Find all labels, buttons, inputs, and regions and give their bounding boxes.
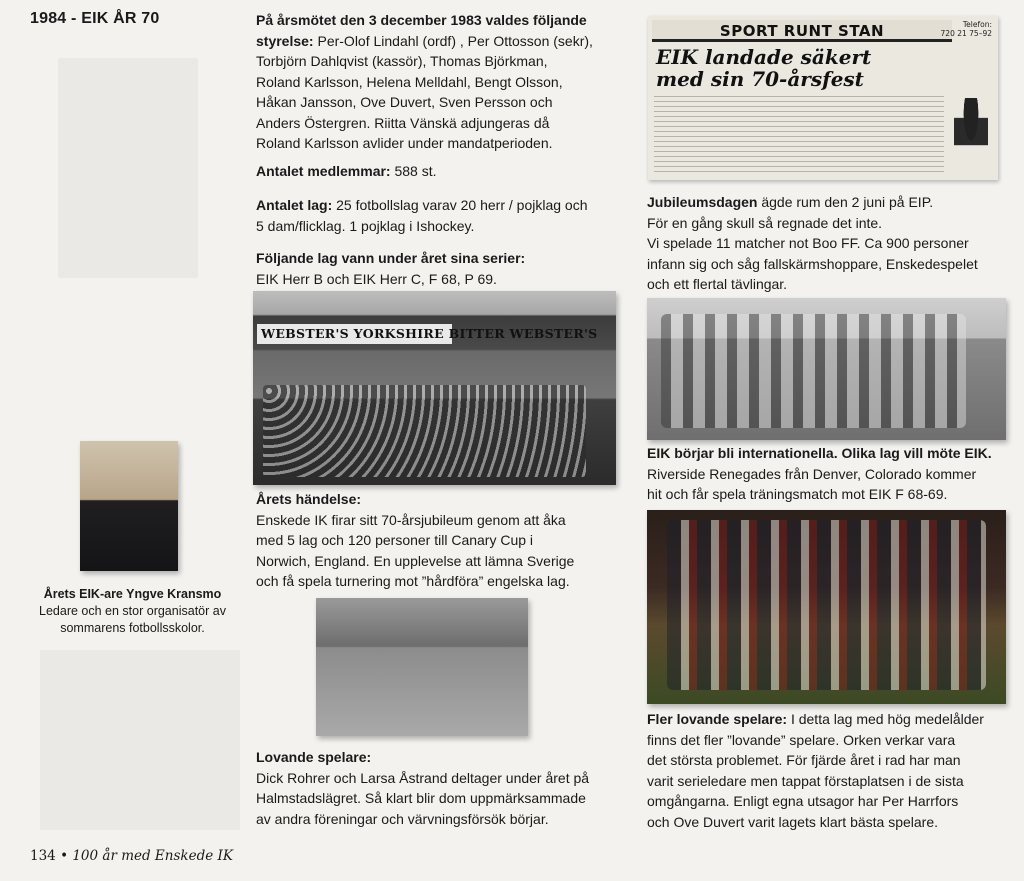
jubilee-line-rest: ägde rum den 2 juni på EIP. — [757, 194, 934, 210]
teams-section — [256, 195, 626, 236]
show-through-left — [58, 58, 198, 278]
event-line: med 5 lag och 120 personer till Canary Cup i — [256, 532, 534, 548]
international-heading: EIK börjar bli internationella. Olika lag vill möte EIK. — [647, 445, 992, 461]
clipping-headline-line: EIK landade säkert — [656, 45, 872, 69]
person-of-year-photo — [80, 441, 178, 571]
series-heading: Följande lag vann under året sina serier: — [256, 250, 526, 266]
more-players-line: finns det fler ”lovande” spelare. Orken verkar vara — [647, 731, 956, 748]
year-title: 1984 - EIK ÅR 70 — [30, 10, 160, 27]
clipping-header: SPORT RUNT STAN — [652, 20, 952, 42]
promising-line: Halmstadslägret. Så klart blir dom uppmärksammade — [256, 790, 586, 806]
stadium-banner: WEBSTER'S YORKSHIRE BITTER WEBSTER'S — [257, 324, 452, 344]
parachutist-figure — [954, 98, 988, 176]
board-line: Anders Östergren. Riitta Vänskä adjungeras då — [256, 114, 550, 131]
event-heading: Årets händelse: — [256, 491, 362, 507]
clipping-phone-line: 720 21 75–92 — [940, 29, 992, 38]
board-line: Roland Karlsson avlider under mandatperioden. — [256, 135, 553, 151]
international-section — [647, 443, 1022, 505]
stadium-team-photo — [253, 291, 616, 485]
jubilee-section — [647, 192, 1017, 295]
team-rows — [661, 314, 966, 428]
event-line: och få spela turnering mot ”hårdföra” engelska lag. — [256, 573, 570, 589]
event-section — [256, 489, 626, 592]
jubilee-label: Jubileumsdagen — [647, 194, 758, 210]
footer-separator: • — [60, 848, 69, 864]
jubilee-line — [647, 192, 1017, 213]
international-line: hit och får spela träningsmatch mot EIK F 68-69. — [647, 486, 948, 502]
board-line: styrelse: Per-Olof Lindahl (ordf) , Per Ottosson (sekr), — [256, 32, 593, 49]
more-players-line: och Ove Duvert varit lagets klart bästa spelare. — [647, 813, 939, 830]
board-section — [256, 10, 626, 154]
page-number: 134 — [30, 848, 56, 864]
page-footer — [30, 848, 233, 864]
promising-heading: Lovande spelare: — [256, 749, 372, 765]
series-section — [256, 248, 626, 289]
more-players-line: omgångarna. Enligt egna utsagor har Per Harrfors — [647, 793, 959, 809]
teams-line — [256, 195, 626, 216]
person-of-year-caption — [20, 586, 245, 637]
more-players-label: Fler lovande spelare: — [647, 711, 788, 727]
person-of-year-line: Ledare och en stor organisatör av — [39, 604, 226, 618]
event-line: Norwich, England. En upplevelse att lämna Sverige — [256, 552, 575, 569]
jubilee-line: och ett flertal tävlingar. — [647, 276, 788, 292]
board-line: Torbjörn Dahlqvist (kassör), Thomas Björkman, — [256, 53, 548, 69]
clipping-phone — [941, 20, 992, 38]
team-rows — [667, 520, 986, 690]
newspaper-clipping — [648, 16, 998, 180]
jubilee-line: För en gång skull så regnade det inte. — [647, 214, 883, 231]
book-title: 100 år med Enskede IK — [72, 848, 233, 864]
more-players-line-rest: I detta lag med hög medelålder — [787, 711, 984, 727]
show-through-lower — [40, 650, 240, 830]
more-players-line: varit serieledare men tappat förstaplatsen i de sista — [647, 772, 964, 789]
teams-label: Antalet lag: — [256, 197, 333, 213]
jubilee-line: infann sig och såg fallskärmshoppare, Enskedespelet — [647, 255, 978, 272]
promising-line: Dick Rohrer och Larsa Åstrand deltager under året på — [256, 769, 590, 786]
clipping-headline — [656, 46, 926, 90]
members-label: Antalet medlemmar: — [256, 163, 391, 179]
members-line — [256, 161, 626, 182]
board-line: Roland Karlsson, Helena Melldahl, Bengt Olsson, — [256, 73, 563, 90]
board-line: Håkan Jansson, Ove Duvert, Sven Persson och — [256, 94, 553, 110]
series-text: EIK Herr B och EIK Herr C, F 68, P 69. — [256, 270, 497, 287]
more-players-line — [647, 709, 1022, 730]
international-line: Riverside Renegades från Denver, Colorado kommer — [647, 465, 977, 482]
jubilee-line: Vi spelade 11 matcher not Boo FF. Ca 900 personer — [647, 235, 969, 251]
veteran-team-photo — [647, 510, 1006, 704]
board-line-rest: Per-Olof Lindahl (ordf) , Per Ottosson (sekr), — [313, 32, 593, 49]
promising-line: av andra föreningar och värvningsförsök börjar. — [256, 810, 549, 827]
clipping-body-text — [654, 96, 944, 174]
clipping-phone-line: Telefon: — [962, 20, 992, 29]
board-line: På årsmötet den 3 december 1983 valdes följande — [256, 12, 587, 28]
promising-players-photo — [316, 598, 528, 736]
members-value: 588 st. — [394, 163, 437, 179]
teams-line: 5 dam/flicklag. 1 pojklag i Ishockey. — [256, 217, 475, 234]
promising-section — [256, 747, 636, 829]
riverside-renegades-photo — [647, 298, 1006, 440]
clipping-headline-line: med sin 70-årsfest — [656, 67, 864, 91]
person-of-year-line: sommarens fotbollsskolor. — [60, 621, 205, 635]
more-players-line: det största problemet. För fjärde året i rad har man — [647, 752, 961, 768]
team-crowd — [263, 385, 586, 477]
more-players-section — [647, 709, 1022, 832]
teams-line-rest: 25 fotbollslag varav 20 herr / pojklag och — [336, 197, 588, 213]
person-of-year-title: Årets EIK-are Yngve Kransmo — [43, 587, 222, 601]
event-line: Enskede IK firar sitt 70-årsjubileum genom att åka — [256, 511, 566, 528]
